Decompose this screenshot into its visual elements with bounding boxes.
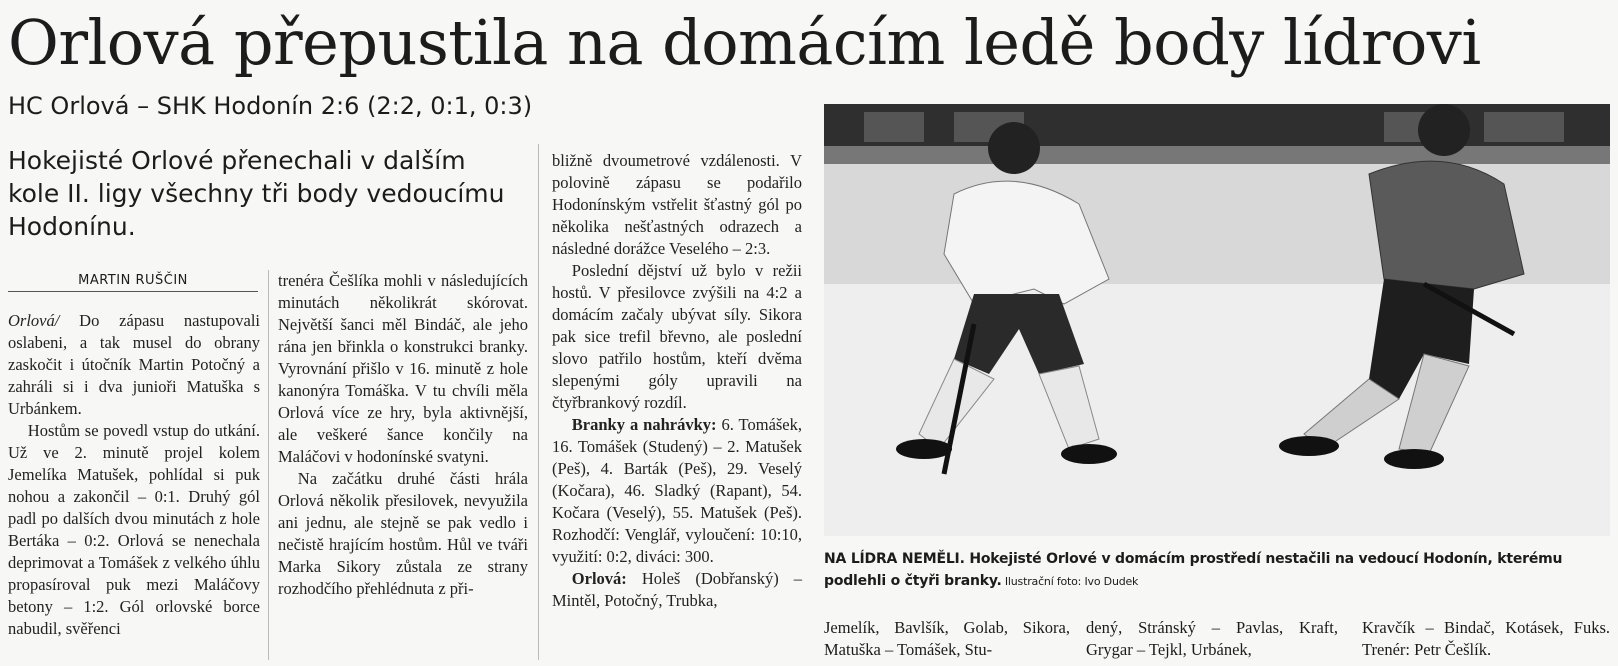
article-column-2 [278,270,528,600]
goals-label: Branky a nahrávky: [571,415,717,434]
paragraph: trenéra Češlíka mohli v následujících minutách několikrát skórovat. Největší šanci měl Bindáč, ale jeho rána jen břinkla o konstrukci branky. Vyrovnání přišlo v 16. minutě z hole kanonýra Tomáška. V tu chvíli měla Orlová více ze hry, byla aktivnější, ale veškeré šance končily na Maláčovi v hodonínské svatyni. [278,271,528,466]
column-divider [268,270,269,660]
caption-kicker: NA LÍDRA NEMĚLI. [824,551,965,567]
paragraph: Hostům se povedl vstup do utkání. Už ve 2. minutě projel kolem Jemelíka Matušek, pohlídal si puk nohou a zakončil – 0:1. Druhý gól padl po dalších dvou minutách z hole Bertáka – 0:2. Orlová se nenechala deprimovat a Tomášek z velkého úhlu propasíroval puk mezi Maláčovy betony – 1:2. Gól orlovské borce nabudil, svěřenci [8,421,260,638]
headline: Orlová přepustila na domácím ledě body lídrovi [8,6,1481,79]
lineup-text: Holeš (Dobřanský) – Mintěl, Potočný, Trubka, [552,569,802,610]
lineup-label: Orlová: [571,569,627,588]
paragraph: bližně dvoumetrové vzdálenosti. V polovině zápasu se podařilo Hodonínským vstřelit šťastný gól po několika nešťastných odrazech a následné dorážce Veselého – 2:3. [552,151,802,258]
paragraph [552,568,802,612]
article-column-3 [552,150,802,612]
match-result: HC Orlová – SHK Hodonín 2:6 (2:2, 0:1, 0:3) [8,92,533,120]
lead-paragraph: Hokejisté Orlové přenechali v dalším kole II. ligy všechny tři body vedoucímu Hodonínu. [8,146,505,241]
paragraph: Poslední dějství už bylo v režii hostů. V přesilovce zvýšili na 4:2 a domácím začaly ubývat síly. Sikora pak sice trefil břevno, ale poslední slovo patřilo hostům, kteří dvěma slepenými góly upravili na čtyřbrankový rozdíl. [552,261,802,412]
paragraph [8,310,260,420]
lineup-continuation-3: Kravčík – Bindač, Kotásek, Fuks. Trenér: Petr Češlík. [1362,618,1610,659]
goals-text: 6. Tomášek, 16. Tomášek (Studený) – 2. Matušek (Peš), 4. Barták (Peš), 29. Veselý (Kočara), 46. Sladký (Rapant), 54. Kočara (Veselý), 55. Matušek (Peš). Rozhodčí: Venglář, vyloučení: 10:10, využití: 0:2, diváci: 300. [552,415,803,566]
paragraph [552,414,802,568]
ice-hockey-photo [824,104,1610,536]
photo-caption [824,548,1610,593]
paragraph: Na začátku druhé části hrála Orlová několik přesilovek, nevyužila ani jednu, ale stejně se pak vedlo i nečistě hrajícím hostům. Hůl ve tváři Marka Sikory zůstala ze strany rozhodčího přehlédnuta z při- [278,469,528,598]
article-column-1 [8,310,260,640]
lineup-continuation-2: dený, Stránský – Pavlas, Kraft, Grygar – Tejkl, Urbánek, [1086,618,1338,659]
column-divider [538,144,539,660]
byline: MARTIN RUŠČIN [8,273,258,292]
photo-illustration [824,104,1610,536]
lineup-continuation-1: Jemelík, Bavlšík, Golab, Sikora, Matuška – Tomášek, Stu- [824,618,1070,659]
caption-text: Hokejisté Orlové v domácím prostředí nestačili na vedoucí Hodonín, kterému podlehli o čtyři branky. [824,551,1563,589]
paragraph-text: Do zápasu nastupovali oslabeni, a tak musel do obrany zaskočit i útočník Martin Potočný a zahráli si i dva junioři Matuška s Urbánkem. [8,311,260,418]
photo-credit: Ilustrační foto: Ivo Dudek [1001,575,1139,588]
dateline: Orlová/ [8,311,60,330]
